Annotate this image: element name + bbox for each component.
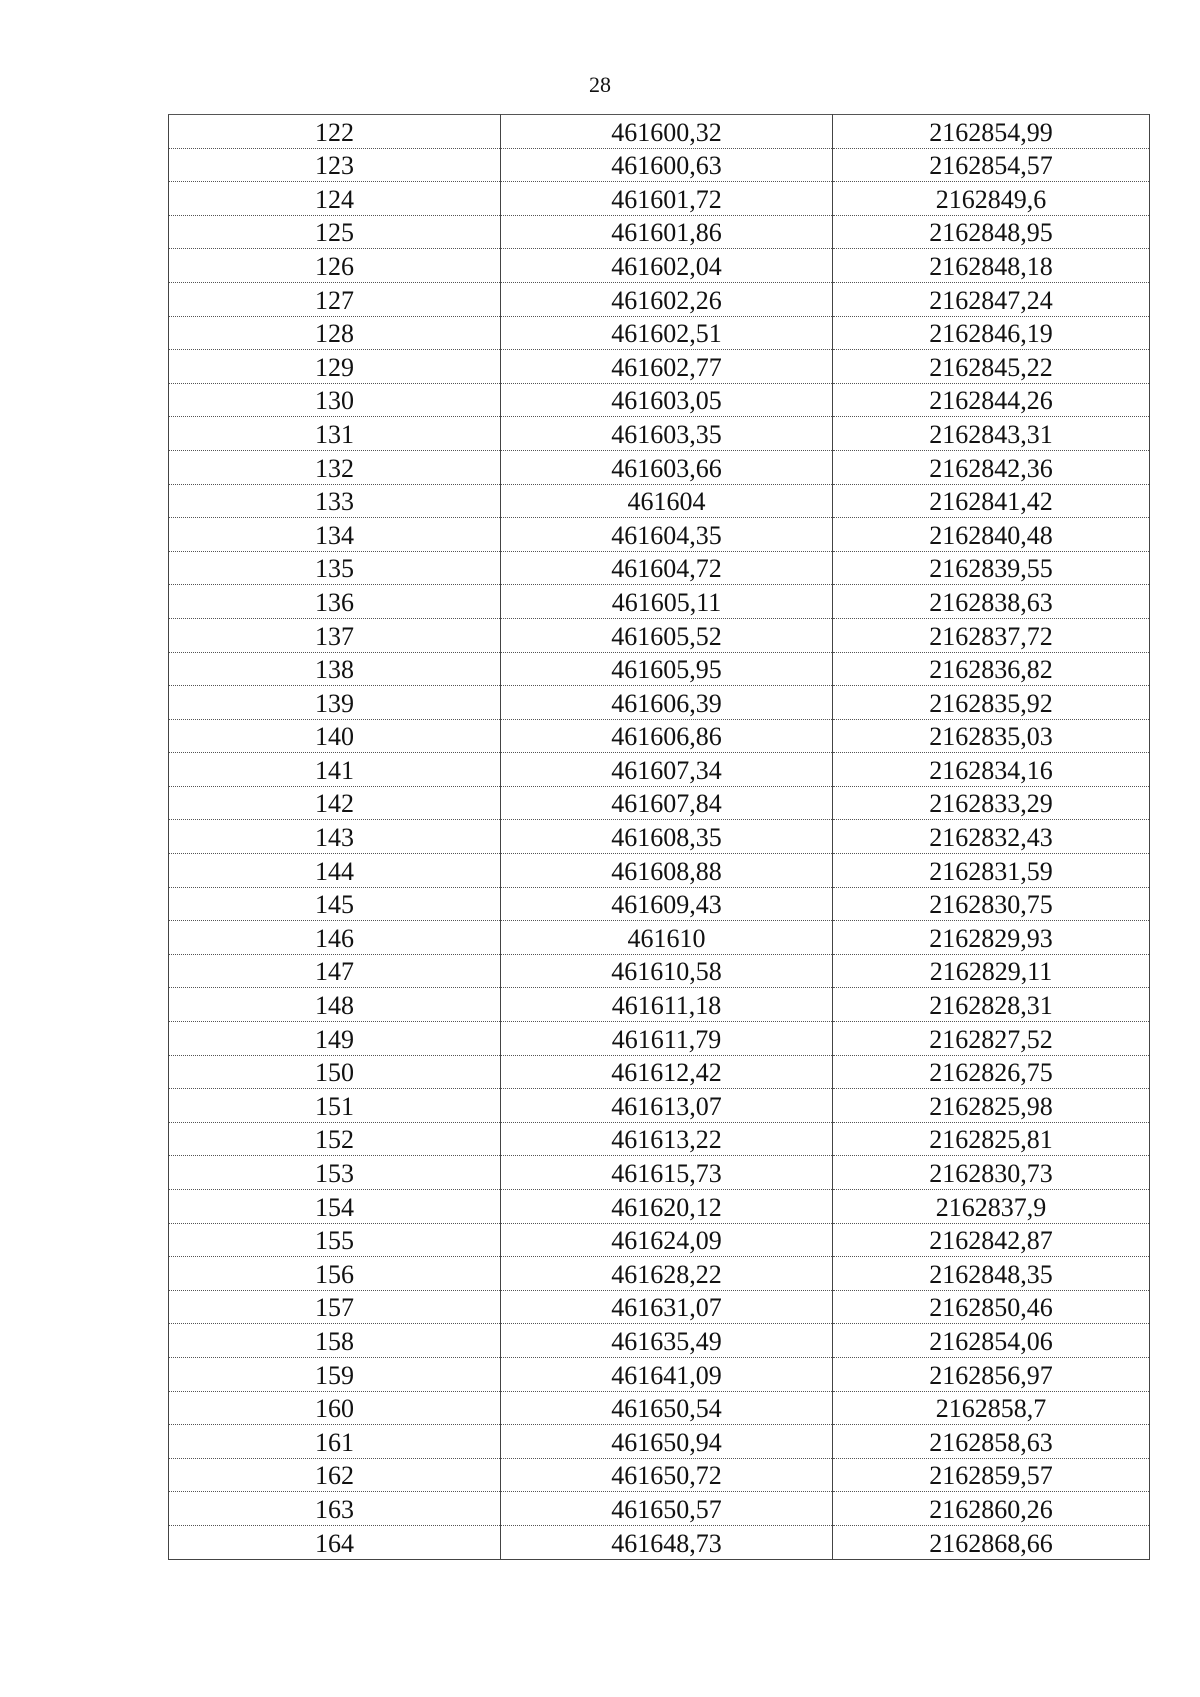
x-coordinate-cell: 461609,43 bbox=[501, 887, 833, 921]
point-number-cell: 153 bbox=[169, 1156, 501, 1190]
y-coordinate-cell: 2162830,75 bbox=[833, 887, 1150, 921]
point-number-cell: 158 bbox=[169, 1324, 501, 1358]
y-coordinate-cell: 2162842,36 bbox=[833, 450, 1150, 484]
point-number-cell: 149 bbox=[169, 1022, 501, 1056]
point-number-cell: 146 bbox=[169, 921, 501, 955]
point-number-cell: 155 bbox=[169, 1223, 501, 1257]
point-number-cell: 141 bbox=[169, 753, 501, 787]
x-coordinate-cell: 461604,72 bbox=[501, 551, 833, 585]
point-number-cell: 156 bbox=[169, 1257, 501, 1291]
x-coordinate-cell: 461631,07 bbox=[501, 1290, 833, 1324]
table-row bbox=[169, 719, 1150, 753]
point-number-cell: 127 bbox=[169, 282, 501, 316]
y-coordinate-cell: 2162848,95 bbox=[833, 215, 1150, 249]
table-row bbox=[169, 1055, 1150, 1089]
x-coordinate-cell: 461603,66 bbox=[501, 450, 833, 484]
point-number-cell: 157 bbox=[169, 1290, 501, 1324]
point-number-cell: 125 bbox=[169, 215, 501, 249]
table-row bbox=[169, 383, 1150, 417]
point-number-cell: 136 bbox=[169, 585, 501, 619]
point-number-cell: 151 bbox=[169, 1089, 501, 1123]
point-number-cell: 140 bbox=[169, 719, 501, 753]
y-coordinate-cell: 2162856,97 bbox=[833, 1357, 1150, 1391]
y-coordinate-cell: 2162827,52 bbox=[833, 1022, 1150, 1056]
table-row bbox=[169, 618, 1150, 652]
table-row bbox=[169, 854, 1150, 888]
x-coordinate-cell: 461635,49 bbox=[501, 1324, 833, 1358]
point-number-cell: 131 bbox=[169, 417, 501, 451]
x-coordinate-cell: 461602,04 bbox=[501, 249, 833, 283]
x-coordinate-cell: 461607,34 bbox=[501, 753, 833, 787]
table-row bbox=[169, 820, 1150, 854]
x-coordinate-cell: 461648,73 bbox=[501, 1525, 833, 1559]
point-number-cell: 132 bbox=[169, 450, 501, 484]
table-row bbox=[169, 282, 1150, 316]
table-row bbox=[169, 652, 1150, 686]
y-coordinate-cell: 2162826,75 bbox=[833, 1055, 1150, 1089]
table-row bbox=[169, 1022, 1150, 1056]
x-coordinate-cell: 461601,86 bbox=[501, 215, 833, 249]
table-row bbox=[169, 686, 1150, 720]
y-coordinate-cell: 2162834,16 bbox=[833, 753, 1150, 787]
table-row bbox=[169, 585, 1150, 619]
y-coordinate-cell: 2162848,35 bbox=[833, 1257, 1150, 1291]
point-number-cell: 123 bbox=[169, 148, 501, 182]
point-number-cell: 160 bbox=[169, 1391, 501, 1425]
y-coordinate-cell: 2162831,59 bbox=[833, 854, 1150, 888]
y-coordinate-cell: 2162835,03 bbox=[833, 719, 1150, 753]
y-coordinate-cell: 2162849,6 bbox=[833, 182, 1150, 216]
table-row bbox=[169, 551, 1150, 585]
x-coordinate-cell: 461605,52 bbox=[501, 618, 833, 652]
y-coordinate-cell: 2162829,93 bbox=[833, 921, 1150, 955]
x-coordinate-cell: 461610 bbox=[501, 921, 833, 955]
table-row bbox=[169, 1391, 1150, 1425]
table-row bbox=[169, 1492, 1150, 1526]
table-row bbox=[169, 786, 1150, 820]
point-number-cell: 152 bbox=[169, 1122, 501, 1156]
point-number-cell: 124 bbox=[169, 182, 501, 216]
table-row bbox=[169, 1122, 1150, 1156]
y-coordinate-cell: 2162828,31 bbox=[833, 988, 1150, 1022]
table-row bbox=[169, 484, 1150, 518]
point-number-cell: 142 bbox=[169, 786, 501, 820]
y-coordinate-cell: 2162838,63 bbox=[833, 585, 1150, 619]
table-row bbox=[169, 1257, 1150, 1291]
table-row bbox=[169, 921, 1150, 955]
y-coordinate-cell: 2162830,73 bbox=[833, 1156, 1150, 1190]
table-row bbox=[169, 954, 1150, 988]
y-coordinate-cell: 2162832,43 bbox=[833, 820, 1150, 854]
y-coordinate-cell: 2162839,55 bbox=[833, 551, 1150, 585]
point-number-cell: 164 bbox=[169, 1525, 501, 1559]
table-row bbox=[169, 988, 1150, 1022]
table-row bbox=[169, 518, 1150, 552]
table-row bbox=[169, 1290, 1150, 1324]
y-coordinate-cell: 2162847,24 bbox=[833, 282, 1150, 316]
x-coordinate-cell: 461611,79 bbox=[501, 1022, 833, 1056]
x-coordinate-cell: 461604 bbox=[501, 484, 833, 518]
x-coordinate-cell: 461611,18 bbox=[501, 988, 833, 1022]
y-coordinate-cell: 2162840,48 bbox=[833, 518, 1150, 552]
point-number-cell: 147 bbox=[169, 954, 501, 988]
table-row bbox=[169, 1525, 1150, 1559]
coordinates-table bbox=[168, 114, 1150, 1560]
x-coordinate-cell: 461602,77 bbox=[501, 350, 833, 384]
y-coordinate-cell: 2162858,7 bbox=[833, 1391, 1150, 1425]
point-number-cell: 145 bbox=[169, 887, 501, 921]
y-coordinate-cell: 2162846,19 bbox=[833, 316, 1150, 350]
y-coordinate-cell: 2162844,26 bbox=[833, 383, 1150, 417]
y-coordinate-cell: 2162837,9 bbox=[833, 1190, 1150, 1224]
x-coordinate-cell: 461602,26 bbox=[501, 282, 833, 316]
x-coordinate-cell: 461613,07 bbox=[501, 1089, 833, 1123]
table-row bbox=[169, 215, 1150, 249]
x-coordinate-cell: 461650,72 bbox=[501, 1458, 833, 1492]
table-row bbox=[169, 1190, 1150, 1224]
coordinates-table-body bbox=[169, 115, 1150, 1560]
point-number-cell: 159 bbox=[169, 1357, 501, 1391]
x-coordinate-cell: 461650,94 bbox=[501, 1425, 833, 1459]
x-coordinate-cell: 461606,86 bbox=[501, 719, 833, 753]
y-coordinate-cell: 2162845,22 bbox=[833, 350, 1150, 384]
table-row bbox=[169, 1156, 1150, 1190]
x-coordinate-cell: 461610,58 bbox=[501, 954, 833, 988]
point-number-cell: 135 bbox=[169, 551, 501, 585]
y-coordinate-cell: 2162843,31 bbox=[833, 417, 1150, 451]
x-coordinate-cell: 461615,73 bbox=[501, 1156, 833, 1190]
point-number-cell: 163 bbox=[169, 1492, 501, 1526]
table-row bbox=[169, 1223, 1150, 1257]
y-coordinate-cell: 2162858,63 bbox=[833, 1425, 1150, 1459]
x-coordinate-cell: 461620,12 bbox=[501, 1190, 833, 1224]
point-number-cell: 130 bbox=[169, 383, 501, 417]
table-row bbox=[169, 887, 1150, 921]
x-coordinate-cell: 461603,35 bbox=[501, 417, 833, 451]
x-coordinate-cell: 461607,84 bbox=[501, 786, 833, 820]
table-row bbox=[169, 1324, 1150, 1358]
y-coordinate-cell: 2162837,72 bbox=[833, 618, 1150, 652]
table-row bbox=[169, 753, 1150, 787]
x-coordinate-cell: 461641,09 bbox=[501, 1357, 833, 1391]
point-number-cell: 148 bbox=[169, 988, 501, 1022]
x-coordinate-cell: 461612,42 bbox=[501, 1055, 833, 1089]
y-coordinate-cell: 2162854,06 bbox=[833, 1324, 1150, 1358]
point-number-cell: 126 bbox=[169, 249, 501, 283]
table-row bbox=[169, 115, 1150, 149]
table-row bbox=[169, 450, 1150, 484]
y-coordinate-cell: 2162836,82 bbox=[833, 652, 1150, 686]
y-coordinate-cell: 2162829,11 bbox=[833, 954, 1150, 988]
table-row bbox=[169, 417, 1150, 451]
x-coordinate-cell: 461603,05 bbox=[501, 383, 833, 417]
y-coordinate-cell: 2162868,66 bbox=[833, 1525, 1150, 1559]
x-coordinate-cell: 461624,09 bbox=[501, 1223, 833, 1257]
y-coordinate-cell: 2162835,92 bbox=[833, 686, 1150, 720]
x-coordinate-cell: 461608,88 bbox=[501, 854, 833, 888]
y-coordinate-cell: 2162860,26 bbox=[833, 1492, 1150, 1526]
x-coordinate-cell: 461605,11 bbox=[501, 585, 833, 619]
x-coordinate-cell: 461608,35 bbox=[501, 820, 833, 854]
x-coordinate-cell: 461604,35 bbox=[501, 518, 833, 552]
y-coordinate-cell: 2162825,98 bbox=[833, 1089, 1150, 1123]
x-coordinate-cell: 461650,54 bbox=[501, 1391, 833, 1425]
y-coordinate-cell: 2162841,42 bbox=[833, 484, 1150, 518]
point-number-cell: 161 bbox=[169, 1425, 501, 1459]
x-coordinate-cell: 461600,63 bbox=[501, 148, 833, 182]
x-coordinate-cell: 461602,51 bbox=[501, 316, 833, 350]
x-coordinate-cell: 461605,95 bbox=[501, 652, 833, 686]
table-row bbox=[169, 1089, 1150, 1123]
point-number-cell: 143 bbox=[169, 820, 501, 854]
point-number-cell: 133 bbox=[169, 484, 501, 518]
point-number-cell: 150 bbox=[169, 1055, 501, 1089]
table-row bbox=[169, 182, 1150, 216]
point-number-cell: 137 bbox=[169, 618, 501, 652]
y-coordinate-cell: 2162842,87 bbox=[833, 1223, 1150, 1257]
point-number-cell: 122 bbox=[169, 115, 501, 149]
x-coordinate-cell: 461600,32 bbox=[501, 115, 833, 149]
y-coordinate-cell: 2162854,57 bbox=[833, 148, 1150, 182]
table-row bbox=[169, 350, 1150, 384]
point-number-cell: 139 bbox=[169, 686, 501, 720]
point-number-cell: 128 bbox=[169, 316, 501, 350]
point-number-cell: 162 bbox=[169, 1458, 501, 1492]
table-row bbox=[169, 148, 1150, 182]
point-number-cell: 134 bbox=[169, 518, 501, 552]
x-coordinate-cell: 461606,39 bbox=[501, 686, 833, 720]
y-coordinate-cell: 2162848,18 bbox=[833, 249, 1150, 283]
y-coordinate-cell: 2162859,57 bbox=[833, 1458, 1150, 1492]
point-number-cell: 144 bbox=[169, 854, 501, 888]
x-coordinate-cell: 461650,57 bbox=[501, 1492, 833, 1526]
x-coordinate-cell: 461628,22 bbox=[501, 1257, 833, 1291]
table-row bbox=[169, 249, 1150, 283]
point-number-cell: 138 bbox=[169, 652, 501, 686]
y-coordinate-cell: 2162833,29 bbox=[833, 786, 1150, 820]
y-coordinate-cell: 2162854,99 bbox=[833, 115, 1150, 149]
table-row bbox=[169, 1425, 1150, 1459]
y-coordinate-cell: 2162825,81 bbox=[833, 1122, 1150, 1156]
point-number-cell: 129 bbox=[169, 350, 501, 384]
point-number-cell: 154 bbox=[169, 1190, 501, 1224]
y-coordinate-cell: 2162850,46 bbox=[833, 1290, 1150, 1324]
page-number: 28 bbox=[589, 72, 611, 97]
x-coordinate-cell: 461613,22 bbox=[501, 1122, 833, 1156]
table-row bbox=[169, 1357, 1150, 1391]
table-row bbox=[169, 316, 1150, 350]
table-row bbox=[169, 1458, 1150, 1492]
x-coordinate-cell: 461601,72 bbox=[501, 182, 833, 216]
